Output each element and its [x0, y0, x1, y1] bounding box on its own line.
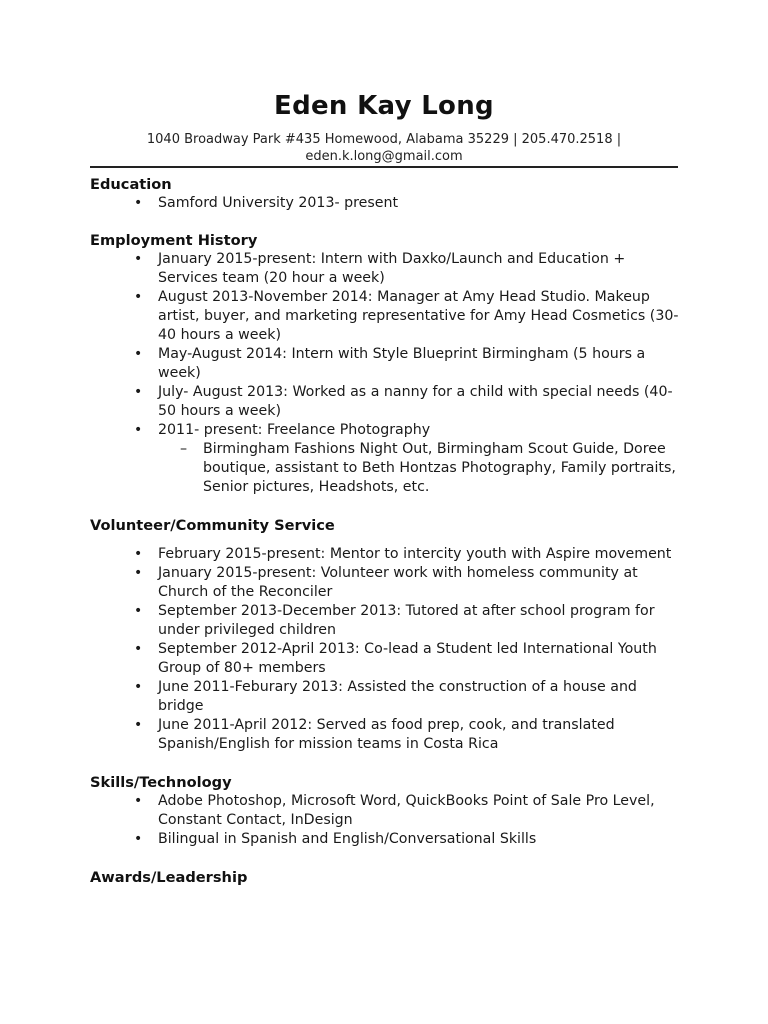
awards-heading: Awards/Leadership: [90, 869, 248, 886]
skills-section: [90, 773, 680, 849]
employment-heading: Employment History: [90, 232, 258, 249]
resume-name: Eden Kay Long: [274, 91, 494, 121]
photography-sublist: [158, 440, 680, 497]
list-item: • August 2013-November 2014: Manager at Amy Head Studio. Makeup artist, buyer, and marketing representative for Amy Head Cosmetics (30-40 hours a week): [90, 288, 680, 345]
list-item: • June 2011-Feburary 2013: Assisted the construction of a house and bridge: [90, 678, 680, 716]
list-item: • Samford University 2013- present: [90, 194, 680, 213]
employment-list: [90, 250, 680, 497]
employment-section: [90, 231, 680, 497]
list-item: • January 2015-present: Volunteer work with homeless community at Church of the Reconciler: [90, 564, 680, 602]
header-divider: [90, 166, 678, 168]
list-item: • Adobe Photoshop, Microsoft Word, QuickBooks Point of Sale Pro Level, Constant Contact, InDesign: [90, 792, 680, 830]
volunteer-list: [90, 545, 680, 754]
volunteer-heading: Volunteer/Community Service: [90, 517, 335, 534]
list-item: • September 2012-April 2013: Co-lead a Student led International Youth Group of 80+ members: [90, 640, 680, 678]
list-item: • Bilingual in Spanish and English/Conversational Skills: [90, 830, 680, 849]
list-item: • July- August 2013: Worked as a nanny for a child with special needs (40-50 hours a week): [90, 383, 680, 421]
list-item: • May-August 2014: Intern with Style Blueprint Birmingham (5 hours a week): [90, 345, 680, 383]
list-item-label: 2011- present: Freelance Photography: [158, 422, 431, 438]
list-item: • February 2015-present: Mentor to intercity youth with Aspire movement: [90, 545, 680, 564]
contact-email: eden.k.long@gmail.com: [305, 149, 463, 164]
education-heading: Education: [90, 176, 172, 193]
sub-list-item: – Birmingham Fashions Night Out, Birmingham Scout Guide, Doree boutique, assistant to Beth Hontzas Photography, Family portraits, Senior pictures, Headshots, etc.: [158, 440, 680, 497]
list-item: • January 2015-present: Intern with Daxko/Launch and Education + Services team (20 hour a week): [90, 250, 680, 288]
education-list: [90, 194, 680, 213]
list-item-photography: [90, 421, 680, 497]
list-item: • June 2011-April 2012: Served as food prep, cook, and translated Spanish/English for mission teams in Costa Rica: [90, 716, 680, 754]
contact-info: [130, 131, 638, 165]
awards-section: [90, 868, 680, 887]
contact-address: 1040 Broadway Park #435 Homewood, Alabama 35229 | 205.470.2518 |: [146, 132, 622, 147]
volunteer-section: [90, 516, 680, 754]
resume-body: [90, 175, 680, 887]
education-section: [90, 175, 680, 213]
skills-list: [90, 792, 680, 849]
list-item: • September 2013-December 2013: Tutored at after school program for under privileged children: [90, 602, 680, 640]
skills-heading: Skills/Technology: [90, 774, 232, 791]
